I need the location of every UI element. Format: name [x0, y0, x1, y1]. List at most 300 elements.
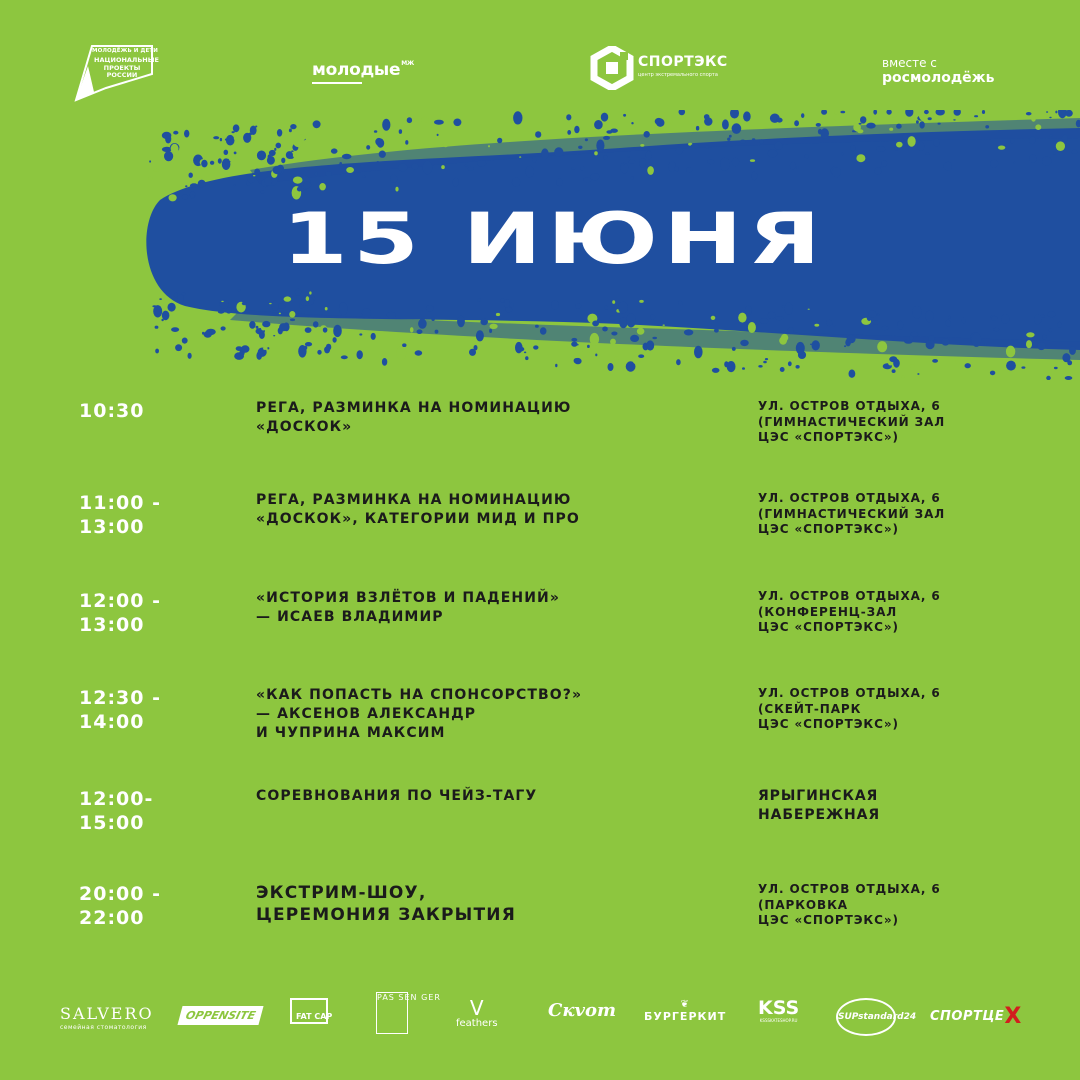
spray-speck [210, 161, 214, 165]
spray-speck [732, 347, 736, 351]
spray-speck [382, 119, 390, 131]
spray-speck [399, 129, 402, 134]
spray-speck [426, 305, 434, 312]
spray-speck [686, 167, 693, 172]
spray-speck [435, 330, 439, 334]
spray-speck [1049, 135, 1052, 137]
spray-speck [149, 160, 151, 162]
spray-speck [602, 327, 608, 332]
national-projects-logo [72, 44, 159, 100]
spray-speck [273, 335, 275, 336]
spray-speck [220, 300, 229, 309]
spray-speck [1071, 150, 1077, 154]
schedule-time: 12:00- 15:00 [79, 788, 154, 834]
sponsor-logos [0, 992, 1080, 1042]
spray-speck [279, 313, 281, 315]
spray-speck [309, 291, 311, 294]
spray-speck [286, 151, 293, 159]
spray-speck [656, 119, 664, 127]
spray-speck [745, 306, 752, 315]
kss-logo [758, 998, 799, 1023]
feathers-icon: V [469, 996, 484, 1020]
kss-sub: KSSSKATESHOP.RU [759, 1018, 798, 1023]
spray-speck [1031, 116, 1036, 122]
spray-speck [925, 153, 929, 155]
spray-speck [496, 313, 500, 316]
spray-speck [226, 135, 235, 146]
spray-speck [916, 120, 919, 123]
spray-speck [164, 151, 173, 161]
spray-speck [722, 119, 729, 129]
rosmol-line1: вместе с [882, 56, 937, 70]
spray-speck [465, 165, 468, 167]
spray-speck [249, 321, 255, 329]
fatcap-box [290, 998, 333, 1024]
fatcap-label: FAT CAP [296, 1012, 333, 1021]
spray-speck [233, 124, 240, 132]
spray-speck [985, 343, 987, 346]
spray-speck [474, 345, 478, 350]
spray-speck [535, 325, 539, 328]
spray-speck [517, 347, 525, 352]
page-title: 15 ИЮНЯ [282, 198, 827, 280]
spray-speck [1042, 156, 1052, 165]
spray-speck [847, 335, 856, 343]
spray-speck [274, 148, 276, 151]
spray-speck [182, 338, 188, 344]
spray-speck [794, 120, 799, 126]
spray-speck [342, 154, 352, 159]
spray-speck [411, 164, 418, 170]
spray-speck [639, 158, 646, 167]
spray-speck [704, 117, 712, 126]
spray-speck [526, 166, 535, 178]
spray-speck [226, 307, 232, 313]
spray-speck [295, 289, 301, 296]
spray-speck [289, 311, 295, 318]
spray-speck [1029, 136, 1035, 144]
spray-speck [437, 134, 439, 136]
spray-speck [359, 333, 362, 335]
spray-speck [551, 300, 559, 309]
spray-speck [171, 144, 179, 154]
spray-speck [541, 148, 549, 159]
spray-speck [644, 131, 650, 138]
spray-speck [1029, 154, 1036, 163]
spray-speck [171, 327, 179, 332]
feathers-logo [456, 998, 498, 1029]
spray-speck [407, 117, 412, 123]
spray-speck [571, 168, 575, 170]
spray-speck [415, 350, 423, 355]
spray-speck [477, 160, 486, 166]
spray-speck [816, 123, 821, 127]
spray-speck [982, 110, 985, 114]
spray-speck [788, 327, 794, 334]
spray-speck [313, 321, 319, 327]
spray-speck [1067, 360, 1072, 365]
spray-speck [177, 294, 184, 303]
spray-speck [1056, 141, 1065, 151]
spray-speck [1049, 328, 1052, 332]
spray-speck [234, 152, 237, 155]
spray-speck [488, 145, 490, 147]
np-main-label: НАЦИОНАЛЬНЫЕ ПРОЕКТЫ РОССИИ [94, 56, 159, 79]
spray-speck [965, 363, 971, 368]
spray-speck [833, 324, 836, 326]
spray-speck [712, 368, 720, 373]
spray-speck [281, 158, 285, 164]
spray-speck [926, 340, 935, 349]
spray-speck [325, 307, 328, 310]
spray-speck [1021, 366, 1025, 368]
spray-speck [820, 128, 829, 138]
spray-speck [790, 162, 796, 170]
spray-speck [612, 300, 615, 304]
spray-speck [961, 318, 966, 324]
spray-speck [238, 289, 241, 291]
spray-speck [582, 348, 591, 353]
spray-speck [941, 338, 949, 345]
spray-speck [866, 123, 875, 129]
spray-speck [257, 151, 266, 161]
spray-speck [859, 123, 862, 125]
spray-speck [1026, 112, 1032, 115]
spray-speck [277, 129, 282, 137]
spray-speck [1018, 339, 1022, 342]
spray-speck [524, 352, 526, 354]
spray-speck [696, 126, 699, 131]
spray-speck [382, 358, 387, 366]
spray-speck [610, 339, 616, 345]
spray-speck [610, 129, 618, 133]
spray-speck [580, 166, 584, 171]
spray-speck [730, 110, 739, 119]
spray-speck [253, 175, 256, 176]
sportceh-x: Х [1004, 1004, 1022, 1029]
spray-speck [325, 171, 331, 176]
schedule-event: СОРЕВНОВАНИЯ ПО ЧЕЙЗ-ТАГУ [256, 788, 538, 804]
spray-speck [936, 110, 945, 116]
spray-speck [410, 327, 414, 332]
spray-speck [155, 349, 159, 354]
spray-speck [924, 110, 929, 114]
spray-speck [877, 341, 887, 352]
spray-speck [876, 146, 885, 152]
spray-speck [473, 159, 475, 161]
spray-speck [489, 329, 492, 333]
spray-speck [668, 162, 676, 173]
spray-speck [752, 138, 755, 140]
spray-speck [849, 370, 856, 378]
spray-speck [184, 130, 189, 138]
spray-speck [949, 316, 951, 319]
spray-speck [339, 302, 348, 315]
spray-speck [480, 318, 488, 325]
spray-speck [390, 175, 397, 183]
schedule-time: 11:00 - 13:00 [79, 492, 161, 538]
spray-speck [768, 149, 778, 157]
spray-speck [631, 122, 633, 124]
spray-speck [379, 151, 386, 158]
spray-speck [234, 136, 242, 142]
spray-speck [191, 195, 195, 197]
spray-speck [587, 345, 590, 348]
spray-speck [752, 172, 758, 180]
spray-speck [1065, 376, 1073, 380]
spray-speck [740, 340, 749, 346]
spray-speck [1062, 135, 1068, 143]
spray-speck [905, 110, 913, 117]
spray-speck [397, 346, 407, 360]
spray-speck [289, 129, 292, 133]
spray-speck [221, 301, 224, 302]
spray-speck [218, 310, 224, 314]
spray-speck [896, 124, 902, 129]
spray-speck [585, 138, 588, 141]
spray-speck [525, 356, 528, 360]
sportex-sub: центр экстремального спорта [638, 72, 718, 78]
spray-speck [990, 371, 995, 376]
spray-speck [638, 354, 644, 358]
spray-speck [418, 319, 427, 329]
spray-speck [896, 142, 903, 148]
spray-speck [185, 185, 187, 187]
spray-speck [707, 160, 714, 165]
spray-speck [652, 337, 657, 339]
spray-speck [1057, 322, 1061, 328]
spray-speck [985, 125, 989, 128]
spray-speck [903, 134, 908, 139]
spray-speck [805, 154, 809, 158]
spray-speck [893, 359, 900, 368]
spray-speck [366, 145, 370, 150]
spray-speck [610, 316, 616, 320]
spray-speck [153, 305, 162, 317]
spray-speck [1010, 138, 1014, 143]
spray-speck [663, 325, 665, 326]
schedule-event: ЭКСТРИМ-ШОУ, ЦЕРЕМОНИЯ ЗАКРЫТИЯ [256, 883, 517, 925]
spray-speck [421, 117, 428, 123]
spray-speck [1049, 117, 1051, 118]
spray-speck [236, 346, 243, 351]
feathers-label: feathers [456, 1018, 498, 1029]
schedule-event: РЕГА, РАЗМИНКА НА НОМИНАЦИЮ «ДОСКОК», КАТЕГОРИИ МИД И ПРО [256, 492, 580, 527]
spray-speck [305, 342, 312, 346]
spray-speck [932, 359, 938, 363]
spray-speck [897, 321, 903, 330]
schedule-place: УЛ. ОСТРОВ ОТДЫХА, 6 (КОНФЕРЕНЦ-ЗАЛ ЦЭС «СПОРТЭКС») [758, 589, 941, 634]
schedule-event: «ИСТОРИЯ ВЗЛЁТОВ И ПАДЕНИЙ» — ИСАЕВ ВЛАДИМИР [256, 590, 560, 625]
spray-speck [872, 320, 880, 325]
spray-speck [362, 308, 371, 318]
spray-speck [554, 147, 563, 157]
spray-speck [220, 138, 222, 141]
spray-speck [169, 194, 177, 201]
spray-speck [763, 361, 767, 364]
spray-speck [294, 140, 303, 147]
spray-speck [571, 342, 577, 347]
spray-speck [732, 157, 739, 166]
spray-speck [742, 367, 745, 370]
spray-speck [611, 332, 617, 336]
schedule-place: ЯРЫГИНСКАЯ НАБЕРЕЖНАЯ [758, 788, 881, 823]
spray-speck [765, 358, 768, 360]
spray-speck [233, 184, 235, 186]
spray-speck [556, 179, 562, 186]
spray-speck [760, 318, 769, 324]
spray-speck [284, 296, 292, 301]
spray-speck [720, 158, 730, 171]
spray-speck [566, 114, 571, 120]
spray-speck [261, 191, 265, 194]
spray-speck [188, 353, 192, 359]
spray-speck [1046, 111, 1048, 113]
spray-speck [748, 322, 756, 333]
spray-speck [423, 161, 433, 174]
skvot-logo: Скvот [548, 1000, 617, 1021]
spray-speck [646, 340, 654, 350]
spray-speck [596, 140, 604, 152]
spray-speck [758, 365, 762, 368]
spray-speck [290, 124, 296, 129]
spray-speck [417, 329, 423, 334]
spray-speck [670, 121, 672, 124]
spray-speck [162, 132, 172, 139]
spray-speck [1042, 335, 1047, 340]
spray-speck [578, 146, 582, 149]
spray-speck [873, 110, 877, 115]
spray-speck [911, 332, 918, 337]
spray-speck [650, 314, 655, 320]
spray-speck [331, 148, 338, 153]
np-small-label: МОЛОДЁЖЬ И ДЕТИ [92, 48, 158, 54]
spray-speck [174, 293, 178, 298]
spray-speck [768, 312, 776, 319]
spray-speck [694, 346, 703, 359]
spray-speck [567, 130, 571, 135]
spray-speck [510, 303, 514, 307]
spray-speck [626, 313, 636, 327]
spray-speck [857, 129, 863, 133]
spray-speck [779, 337, 787, 345]
spray-speck [928, 117, 932, 120]
spray-speck [574, 126, 579, 133]
spray-speck [457, 316, 465, 327]
spray-speck [875, 168, 882, 175]
burgerkit-label: БУРГЕРКИТ [644, 1010, 727, 1023]
spray-speck [918, 142, 925, 151]
spray-speck [603, 136, 610, 140]
spray-speck [513, 111, 522, 124]
spray-speck [594, 151, 598, 155]
spray-speck [500, 298, 504, 303]
spray-speck [405, 140, 408, 145]
spray-speck [880, 167, 883, 168]
spray-speck [946, 320, 951, 327]
spray-speck [319, 183, 326, 190]
schedule-place: УЛ. ОСТРОВ ОТДЫХА, 6 (ГИМНАСТИЧЕСКИЙ ЗАЛ ЦЭС «СПОРТЭКС») [758, 491, 946, 536]
spray-speck [182, 194, 188, 199]
spray-speck [679, 110, 686, 115]
spray-speck [944, 162, 952, 171]
spray-speck [675, 166, 679, 171]
spray-speck [590, 333, 599, 346]
spray-speck [1053, 153, 1056, 155]
spray-speck [263, 347, 267, 350]
spray-speck [630, 335, 639, 342]
spray-speck [242, 302, 247, 305]
spray-speck [418, 142, 424, 149]
spray-speck [468, 167, 474, 171]
spray-speck [646, 151, 652, 159]
spray-speck [148, 177, 153, 181]
spray-speck [938, 123, 941, 125]
schedule-event: «КАК ПОПАСТЬ НА СПОНСОРСТВО?» — АКСЕНОВ АЛЕКСАНДР И ЧУПРИНА МАКСИМ [256, 687, 583, 741]
kss-label: KSS [758, 997, 800, 1019]
spray-speck [640, 144, 644, 147]
burgerkit-logo [644, 1000, 726, 1023]
spray-speck [796, 342, 805, 354]
spray-speck [377, 139, 384, 148]
spray-speck [398, 164, 408, 172]
spray-speck [213, 136, 219, 139]
spray-speck [315, 172, 317, 176]
spray-speck [1034, 315, 1042, 325]
leaf-icon: ❦ [680, 999, 690, 1010]
spray-speck [221, 326, 226, 330]
spray-speck [776, 316, 784, 320]
spray-speck [1006, 361, 1016, 371]
spray-speck [647, 166, 654, 175]
spray-speck [313, 120, 321, 128]
spray-speck [623, 114, 626, 117]
spray-speck [639, 300, 644, 303]
spray-speck [901, 139, 903, 142]
spray-speck [361, 164, 364, 167]
spray-speck [1065, 110, 1073, 117]
spray-speck [256, 326, 259, 329]
spray-speck [1013, 162, 1015, 164]
spray-speck [956, 358, 962, 364]
spray-speck [254, 169, 260, 176]
spray-speck [780, 367, 785, 372]
passenger-logo: PAS SEN GER [376, 992, 408, 1034]
spray-speck [287, 135, 291, 141]
spray-speck [594, 120, 603, 129]
fatcap-logo [290, 998, 333, 1027]
spray-speck [441, 165, 445, 169]
spray-speck [402, 343, 406, 347]
spray-speck [716, 113, 719, 116]
spray-speck [490, 324, 498, 329]
rosmolodezh-logo [882, 56, 994, 86]
spray-speck [750, 159, 755, 162]
spray-speck [204, 331, 212, 338]
spray-speck [395, 187, 398, 192]
spray-speck [304, 346, 308, 350]
spray-speck [826, 320, 832, 326]
spray-speck [159, 298, 162, 300]
spray-speck [291, 150, 294, 152]
spray-speck [844, 345, 846, 347]
spray-speck [306, 296, 309, 301]
schedule-time: 12:00 - 13:00 [79, 590, 161, 636]
spray-speck [168, 303, 176, 312]
spray-speck [953, 119, 956, 120]
spray-speck [1001, 314, 1009, 324]
spray-speck [218, 158, 222, 163]
